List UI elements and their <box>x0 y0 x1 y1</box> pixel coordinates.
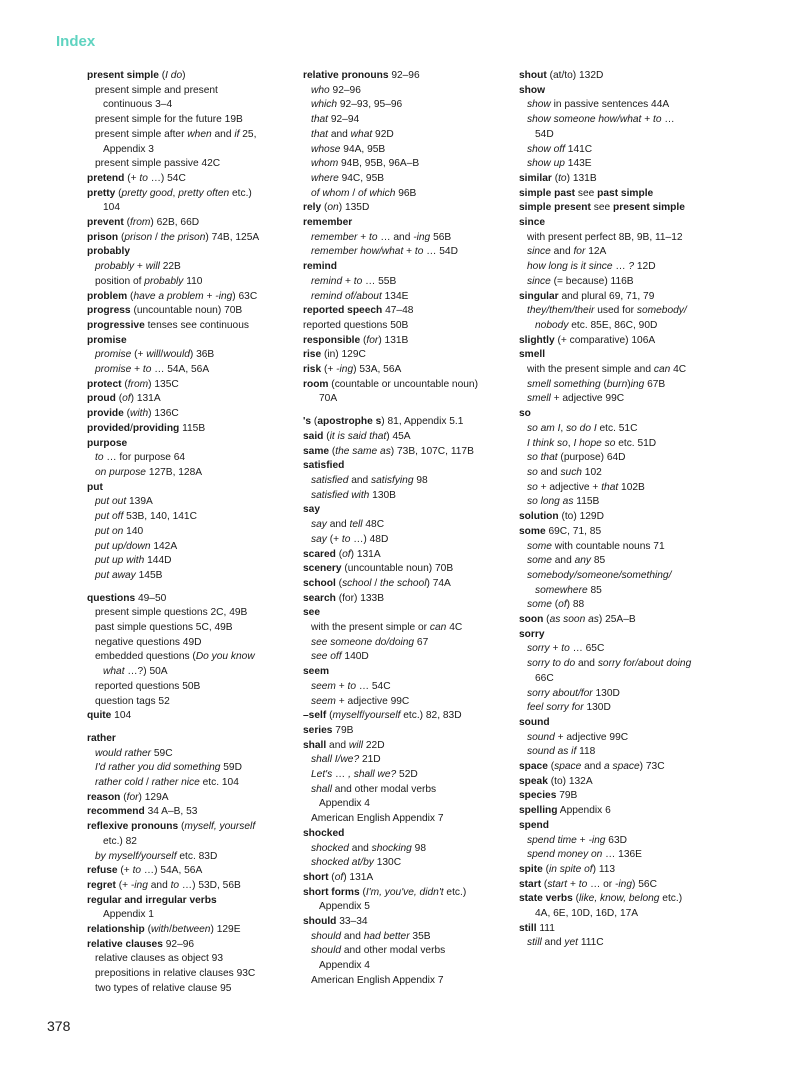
index-entry: simple present see present simple <box>519 202 685 214</box>
index-entry: since (= because) 116B <box>527 275 634 287</box>
index-entry: relative pronouns 92–96 <box>303 70 420 81</box>
index-entry: state verbs (like, know, belong etc.) <box>519 893 683 905</box>
index-entry: space (space and a space) 73C <box>519 761 665 773</box>
index-entry: of whom / of which 96B <box>311 187 417 199</box>
index-entry: school (school / the school) 74A <box>303 577 451 589</box>
index-entry: speak (to) 132A <box>519 775 593 787</box>
index-entry: sound <box>519 716 550 728</box>
index-entry: shout (at/to) 132D <box>519 70 604 81</box>
index-entry: some with countable nouns 71 <box>527 540 665 552</box>
index-entry: with the present simple and can 4C <box>527 364 687 376</box>
index-entry: continuous 3–4 <box>103 99 173 111</box>
index-entry: sound + adjective 99C <box>527 731 629 743</box>
index-entry: see someone do/doing 67 <box>311 636 429 648</box>
index-entry: shocked <box>303 827 345 839</box>
index-entry: probably <box>87 246 131 258</box>
index-entry: provided/providing 115B <box>87 422 206 434</box>
index-entry: question tags 52 <box>95 695 170 707</box>
index-entry: so <box>519 408 531 420</box>
index-entry: that and what 92D <box>311 128 394 140</box>
index-entry: still 111 <box>519 922 555 934</box>
index-entry: show someone how/what + to … <box>527 114 675 126</box>
index-entry: problem (have a problem + -ing) 63C <box>87 290 258 302</box>
index-entry: whose 94A, 95B <box>311 143 386 155</box>
index-entry: present simple passive 42C <box>95 158 221 170</box>
index-entry: say and tell 48C <box>311 519 385 531</box>
index-entry: proud (of) 131A <box>87 393 161 405</box>
index-entry: soon (as soon as) 25A–B <box>519 614 636 626</box>
index-entry: should 33–34 <box>303 916 368 928</box>
index-entry: rely (on) 135D <box>303 202 370 214</box>
index-entry: present simple (I do) <box>87 70 186 81</box>
index-entry: by myself/yourself etc. 83D <box>95 850 218 862</box>
index-entry: scenery (uncountable noun) 70B <box>303 563 454 575</box>
index-entry: say <box>303 504 320 516</box>
index-entry: provide (with) 136C <box>87 408 179 420</box>
index-entry: put out 139A <box>95 496 153 508</box>
index-entry: some (of) 88 <box>527 599 585 611</box>
index-entry: Appendix 4 <box>319 798 370 810</box>
index-entry: remind + to … 55B <box>311 275 397 287</box>
index-entry: reported questions 50B <box>303 319 409 331</box>
index-entry: remind <box>303 261 337 273</box>
index-entry: probably + will 22B <box>95 261 181 273</box>
index-entry: smell something (burn)ing 67B <box>527 378 666 390</box>
index-entry: seem + to … 54C <box>311 680 391 692</box>
index-entry: Appendix 4 <box>319 960 370 972</box>
index-entry: Let's … , shall we? 52D <box>311 769 418 781</box>
index-entry: questions 49–50 <box>87 592 167 604</box>
index-entry: singular and plural 69, 71, 79 <box>519 290 655 302</box>
index-entry: short forms (I'm, you've, didn't etc.) <box>303 886 467 898</box>
index-entry: on purpose 127B, 128A <box>95 466 203 478</box>
index-entry: nobody etc. 85E, 86C, 90D <box>535 319 658 331</box>
index-entry: sorry about/for 130D <box>527 687 620 699</box>
index-entry: somewhere 85 <box>535 584 602 596</box>
index-entry: American English Appendix 7 <box>311 974 444 986</box>
index-entry: which 92–93, 95–96 <box>311 99 403 111</box>
index-entry: regret (+ -ing and to …) 53D, 56B <box>87 879 241 891</box>
index-entry: purpose <box>87 437 128 449</box>
index-entry: short (of) 131A <box>303 871 374 883</box>
index-entry: progress (uncountable noun) 70B <box>87 305 243 317</box>
index-entry: should and had better 35B <box>311 930 431 942</box>
index-entry: pretend (+ to …) 54C <box>87 172 186 184</box>
index-entry: reflexive pronouns (myself, yourself <box>87 821 256 833</box>
index-entry: since and for 12A <box>527 246 607 258</box>
index-entry: progressive tenses see continuous <box>87 319 249 331</box>
index-entry: that 92–94 <box>311 114 360 126</box>
index-entry: spend <box>519 819 550 831</box>
index-entry: put on 140 <box>95 525 144 537</box>
page-title: Index <box>56 33 96 50</box>
index-entry: satisfied <box>303 460 345 472</box>
index-entry: remind of/about 134E <box>311 290 409 302</box>
index-entry: 66C <box>535 672 554 684</box>
index-entry: Appendix 5 <box>319 901 370 913</box>
index-entry: I'd rather you did something 59D <box>95 762 242 774</box>
index-entry: series 79B <box>303 724 354 736</box>
index-entry: since <box>519 217 546 229</box>
index-entry: two types of relative clause 95 <box>95 982 232 994</box>
index-entry: show in passive sentences 44A <box>527 99 670 111</box>
index-entry: with present perfect 8B, 9B, 11–12 <box>527 231 683 243</box>
index-entry: who 92–96 <box>311 84 361 96</box>
index-entry: seem <box>303 666 330 678</box>
index-entry: slightly (+ comparative) 106A <box>519 334 656 346</box>
index-entry: say (+ to …) 48D <box>311 533 389 545</box>
index-entry: smell <box>519 349 546 361</box>
index-entry: Appendix 3 <box>103 143 154 155</box>
index-entry: shall and will 22D <box>303 739 385 751</box>
index-entry: present simple for the future 19B <box>95 114 243 126</box>
index-entry: 's (apostrophe s) 81, Appendix 5.1 <box>303 416 464 428</box>
index-entry: sorry to do and sorry for/about doing <box>527 658 692 670</box>
index-entry: so long as 115B <box>527 496 600 508</box>
index-entry: rather <box>87 732 116 744</box>
index-entry: sound as if 118 <box>527 746 596 758</box>
index-entry: shall and other modal verbs <box>311 783 437 795</box>
index-entry: present simple questions 2C, 49B <box>95 607 248 619</box>
index-entry: put away 145B <box>95 569 163 581</box>
index-entry: promise <box>87 334 127 346</box>
index-entry: 70A <box>319 393 338 405</box>
index-entry: reported speech 47–48 <box>303 305 414 317</box>
index-entry: whom 94B, 95B, 96A–B <box>311 158 420 170</box>
index-entry: spite (in spite of) 113 <box>519 863 616 875</box>
index-entry: shocked at/by 130C <box>311 857 402 869</box>
index-entry: pretty (pretty good, pretty often etc.) <box>87 187 252 199</box>
index-entry: see <box>303 607 320 619</box>
index-entry: some 69C, 71, 85 <box>519 525 602 537</box>
index-entry: seem + adjective 99C <box>311 695 410 707</box>
index-entry: see off 140D <box>311 651 369 663</box>
index-column-2 <box>303 69 508 989</box>
index-entry: reported questions 50B <box>95 680 201 692</box>
index-entry: 104 <box>103 202 120 214</box>
index-entry: put up/down 142A <box>95 540 178 552</box>
index-entry: species 79B <box>519 790 578 802</box>
index-entry: prevent (from) 62B, 66D <box>87 217 200 229</box>
index-entry: sorry + to … 65C <box>527 643 605 655</box>
index-entry: start (start + to … or -ing) 56C <box>519 878 657 890</box>
index-entry: etc.) 82 <box>103 835 137 847</box>
index-entry: scared (of) 131A <box>303 548 381 560</box>
index-entry: show off 141C <box>527 143 593 155</box>
index-entry: smell + adjective 99C <box>527 393 625 405</box>
index-column-1 <box>87 69 292 997</box>
index-entry: prison (prison / the prison) 74B, 125A <box>87 231 260 243</box>
index-entry: search (for) 133B <box>303 592 384 604</box>
index-entry: still and yet 111C <box>527 937 604 949</box>
index-entry: remember + to … and -ing 56B <box>311 231 452 243</box>
index-entry: would rather 59C <box>95 747 173 759</box>
index-entry: remember how/what + to … 54D <box>311 246 458 258</box>
index-entry: quite 104 <box>87 710 132 722</box>
index-entry: simple past see past simple <box>519 187 654 199</box>
index-entry: satisfied with 130B <box>311 489 396 501</box>
index-entry: embedded questions (Do you know <box>95 651 255 663</box>
index-entry: put off 53B, 140, 141C <box>95 511 197 523</box>
index-entry: with the present simple or can 4C <box>311 622 463 634</box>
index-entry: recommend 34 A–B, 53 <box>87 806 198 818</box>
index-entry: rise (in) 129C <box>303 349 366 361</box>
index-entry: similar (to) 131B <box>519 172 597 184</box>
index-entry: relative clauses 92–96 <box>87 938 195 950</box>
index-entry: solution (to) 129D <box>519 511 604 523</box>
index-entry: so that (purpose) 64D <box>527 452 626 464</box>
index-entry: responsible (for) 131B <box>303 334 409 346</box>
index-entry: so and such 102 <box>527 466 602 478</box>
index-entry: relationship (with/between) 129E <box>87 924 241 936</box>
index-entry: satisfied and satisfying 98 <box>311 474 428 486</box>
index-entry: 54D <box>535 128 554 140</box>
index-entry: reason (for) 129A <box>87 791 169 803</box>
index-entry: present simple and present <box>95 84 218 96</box>
index-entry: what …?) 50A <box>103 666 168 678</box>
index-entry: 4A, 6E, 10D, 16D, 17A <box>535 908 639 920</box>
index-entry: they/them/their used for somebody/ <box>527 305 687 317</box>
index-entry: should and other modal verbs <box>311 945 446 957</box>
index-entry: somebody/someone/something/ <box>527 569 672 581</box>
index-entry: relative clauses as object 93 <box>95 953 223 965</box>
index-entry: said (it is said that) 45A <box>303 430 411 442</box>
index-entry: show up 143E <box>527 158 592 170</box>
index-entry: same (the same as) 73B, 107C, 117B <box>303 445 474 457</box>
index-entry: shocked and shocking 98 <box>311 842 427 854</box>
index-entry: refuse (+ to …) 54A, 56A <box>87 865 203 877</box>
index-entry: room (countable or uncountable noun) <box>303 378 478 390</box>
index-entry: spend time + -ing 63D <box>527 834 627 846</box>
index-entry: Appendix 1 <box>103 909 154 921</box>
index-entry: –self (myself/yourself etc.) 82, 83D <box>303 710 462 722</box>
index-entry: shall I/we? 21D <box>311 754 381 766</box>
index-entry: American English Appendix 7 <box>311 813 444 825</box>
index-entry: put <box>87 481 103 493</box>
index-entry: spelling Appendix 6 <box>519 805 611 817</box>
index-entry: feel sorry for 130D <box>527 702 611 714</box>
index-entry: risk (+ -ing) 53A, 56A <box>303 364 402 376</box>
index-entry: to … for purpose 64 <box>95 452 186 464</box>
index-entry: so am I, so do I etc. 51C <box>527 422 638 434</box>
index-entry: negative questions 49D <box>95 636 202 648</box>
index-entry: promise (+ will/would) 36B <box>95 349 215 361</box>
index-column-3 <box>519 69 729 951</box>
index-entry: put up with 144D <box>95 555 172 567</box>
index-entry: show <box>519 84 546 96</box>
index-entry: remember <box>303 217 353 229</box>
index-entry: protect (from) 135C <box>87 378 179 390</box>
index-entry: rather cold / rather nice etc. 104 <box>95 777 239 789</box>
index-entry: some and any 85 <box>527 555 606 567</box>
page-number: 378 <box>47 1018 71 1034</box>
index-entry: so + adjective + that 102B <box>527 481 645 493</box>
index-entry: sorry <box>519 628 545 640</box>
index-entry: position of probably 110 <box>95 275 203 287</box>
index-entry: past simple questions 5C, 49B <box>95 622 233 634</box>
index-entry: prepositions in relative clauses 93C <box>95 968 256 980</box>
index-entry: spend money on … 136E <box>527 849 642 861</box>
index-entry: present simple after when and if 25, <box>95 128 257 140</box>
index-entry: promise + to … 54A, 56A <box>95 364 210 376</box>
index-entry: regular and irregular verbs <box>87 894 217 906</box>
index-entry: where 94C, 95B <box>311 172 385 184</box>
index-entry: how long is it since … ? 12D <box>527 261 656 273</box>
index-entry: I think so, I hope so etc. 51D <box>527 437 657 449</box>
